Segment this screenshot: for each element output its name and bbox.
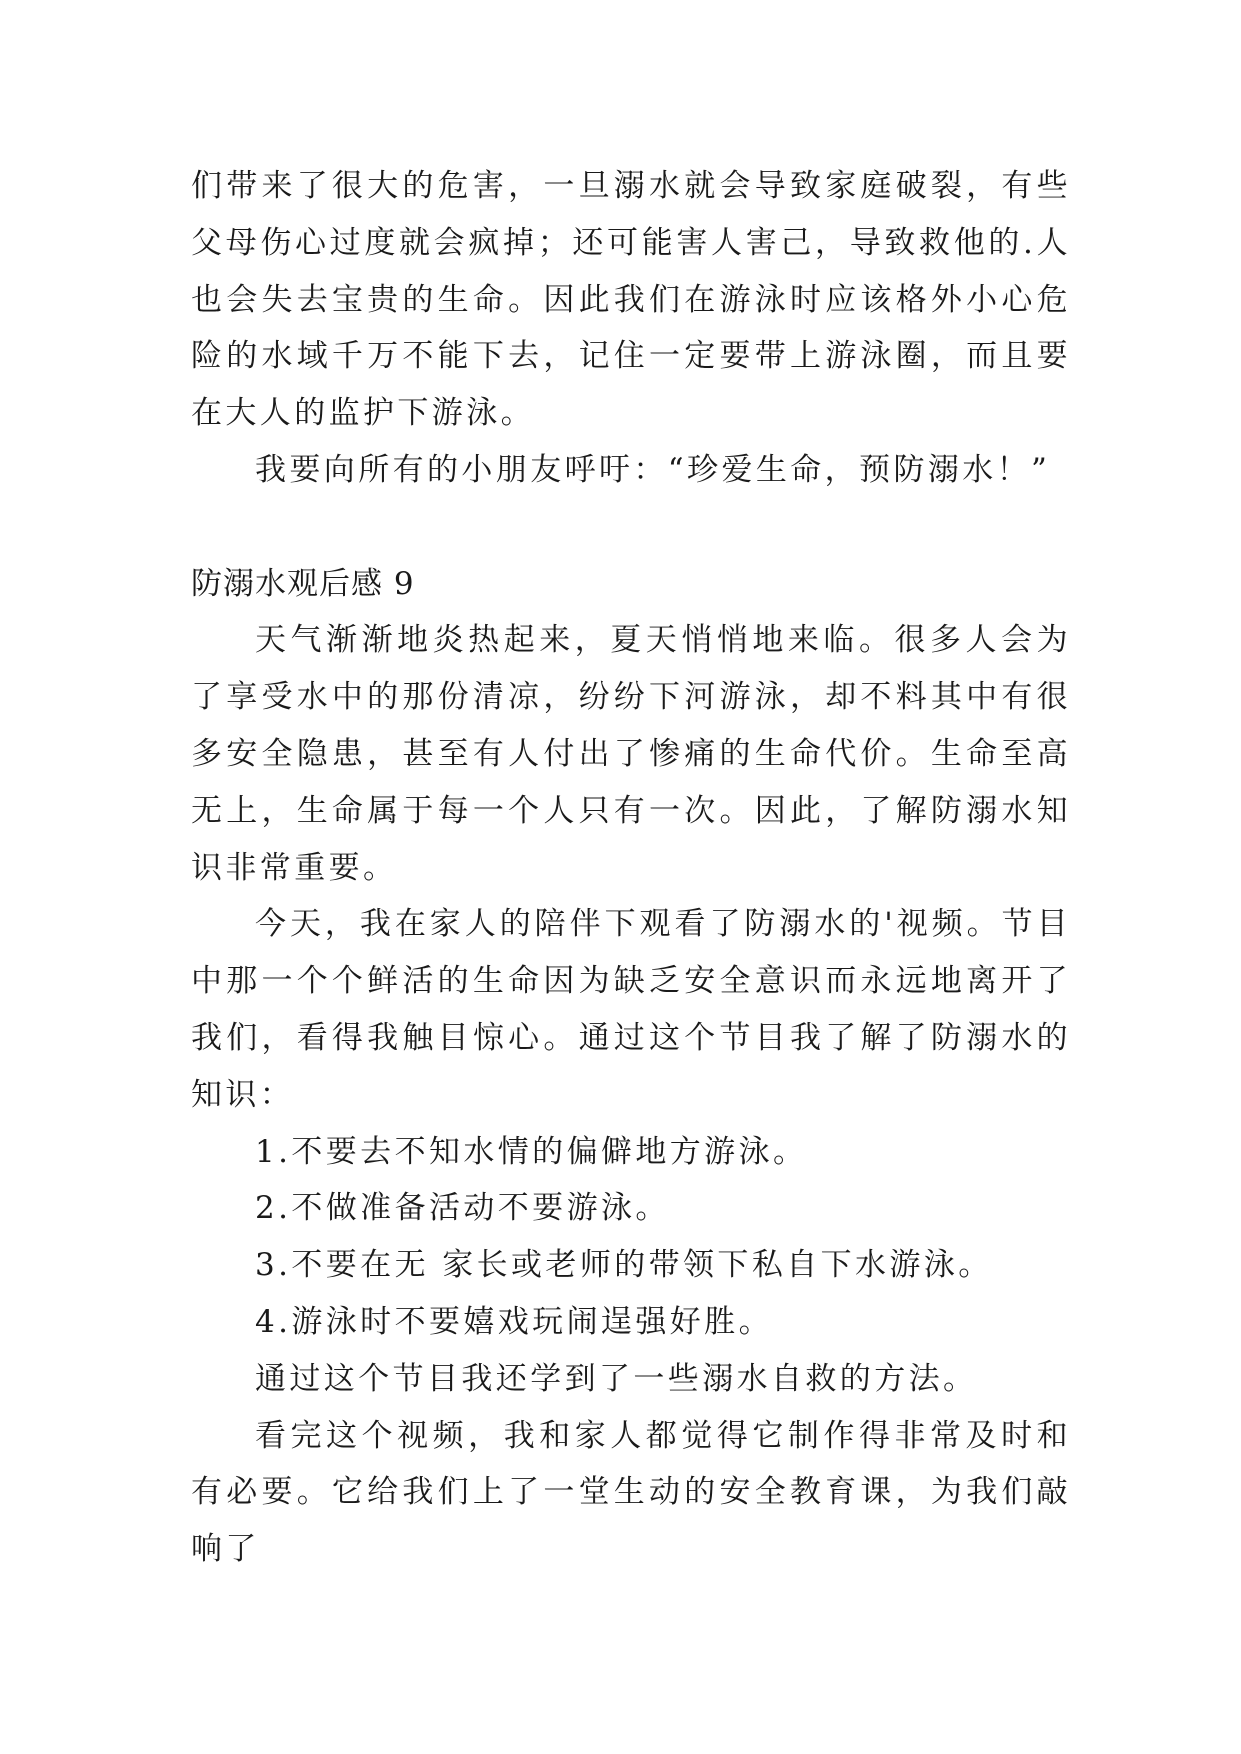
section-title: 防溺水观后感 9 [191, 565, 415, 602]
list-item-2: 2.不做准备活动不要游泳。 [255, 1190, 670, 1227]
paragraph-2: 今天，我在家人的陪伴下观看了防溺水的'视频。节目中那一个个鲜活的生命因为缺乏安全意识而永远地离开了我们，看得我触目惊心。通过这个节目我了解了防溺水的知识： [191, 906, 1071, 1113]
list-item-3: 3.不要在无 家长或老师的带领下私自下水游泳。 [255, 1247, 993, 1284]
list-item-4: 4.游泳时不要嬉戏玩闹逞强好胜。 [255, 1303, 773, 1340]
document-body [191, 158, 1071, 1578]
paragraph-1: 天气渐渐地炎热起来，夏天悄悄地来临。很多人会为了享受水中的那份清凉，纷纷下河游泳，却不料其中有很多安全隐患，甚至有人付出了惨痛的生命代价。生命至高无上，生命属于每一个人只有一次。因此，了解防溺水知识非常重要。 [191, 622, 1071, 886]
paragraph-4: 看完这个视频，我和家人都觉得它制作得非常及时和有必要。它给我们上了一堂生动的安全教育课，为我们敲响了 [191, 1417, 1071, 1568]
list-item-1: 1.不要去不知水情的偏僻地方游泳。 [255, 1133, 808, 1170]
paragraph-call-to-action: 我要向所有的小朋友呼吁：“珍爱生命，预防溺水！” [255, 451, 1051, 488]
section-gap [191, 499, 1071, 556]
paragraph-continuation: 们带来了很大的危害，一旦溺水就会导致家庭破裂，有些父母伤心过度就会疯掉；还可能害人害己，导致救他的.人也会失去宝贵的生命。因此我们在游泳时应该格外小心危险的水域千万不能下去，记住一定要带上游泳圈，而且要在大人的监护下游泳。 [191, 168, 1071, 432]
paragraph-3: 通过这个节目我还学到了一些溺水自救的方法。 [255, 1360, 978, 1397]
